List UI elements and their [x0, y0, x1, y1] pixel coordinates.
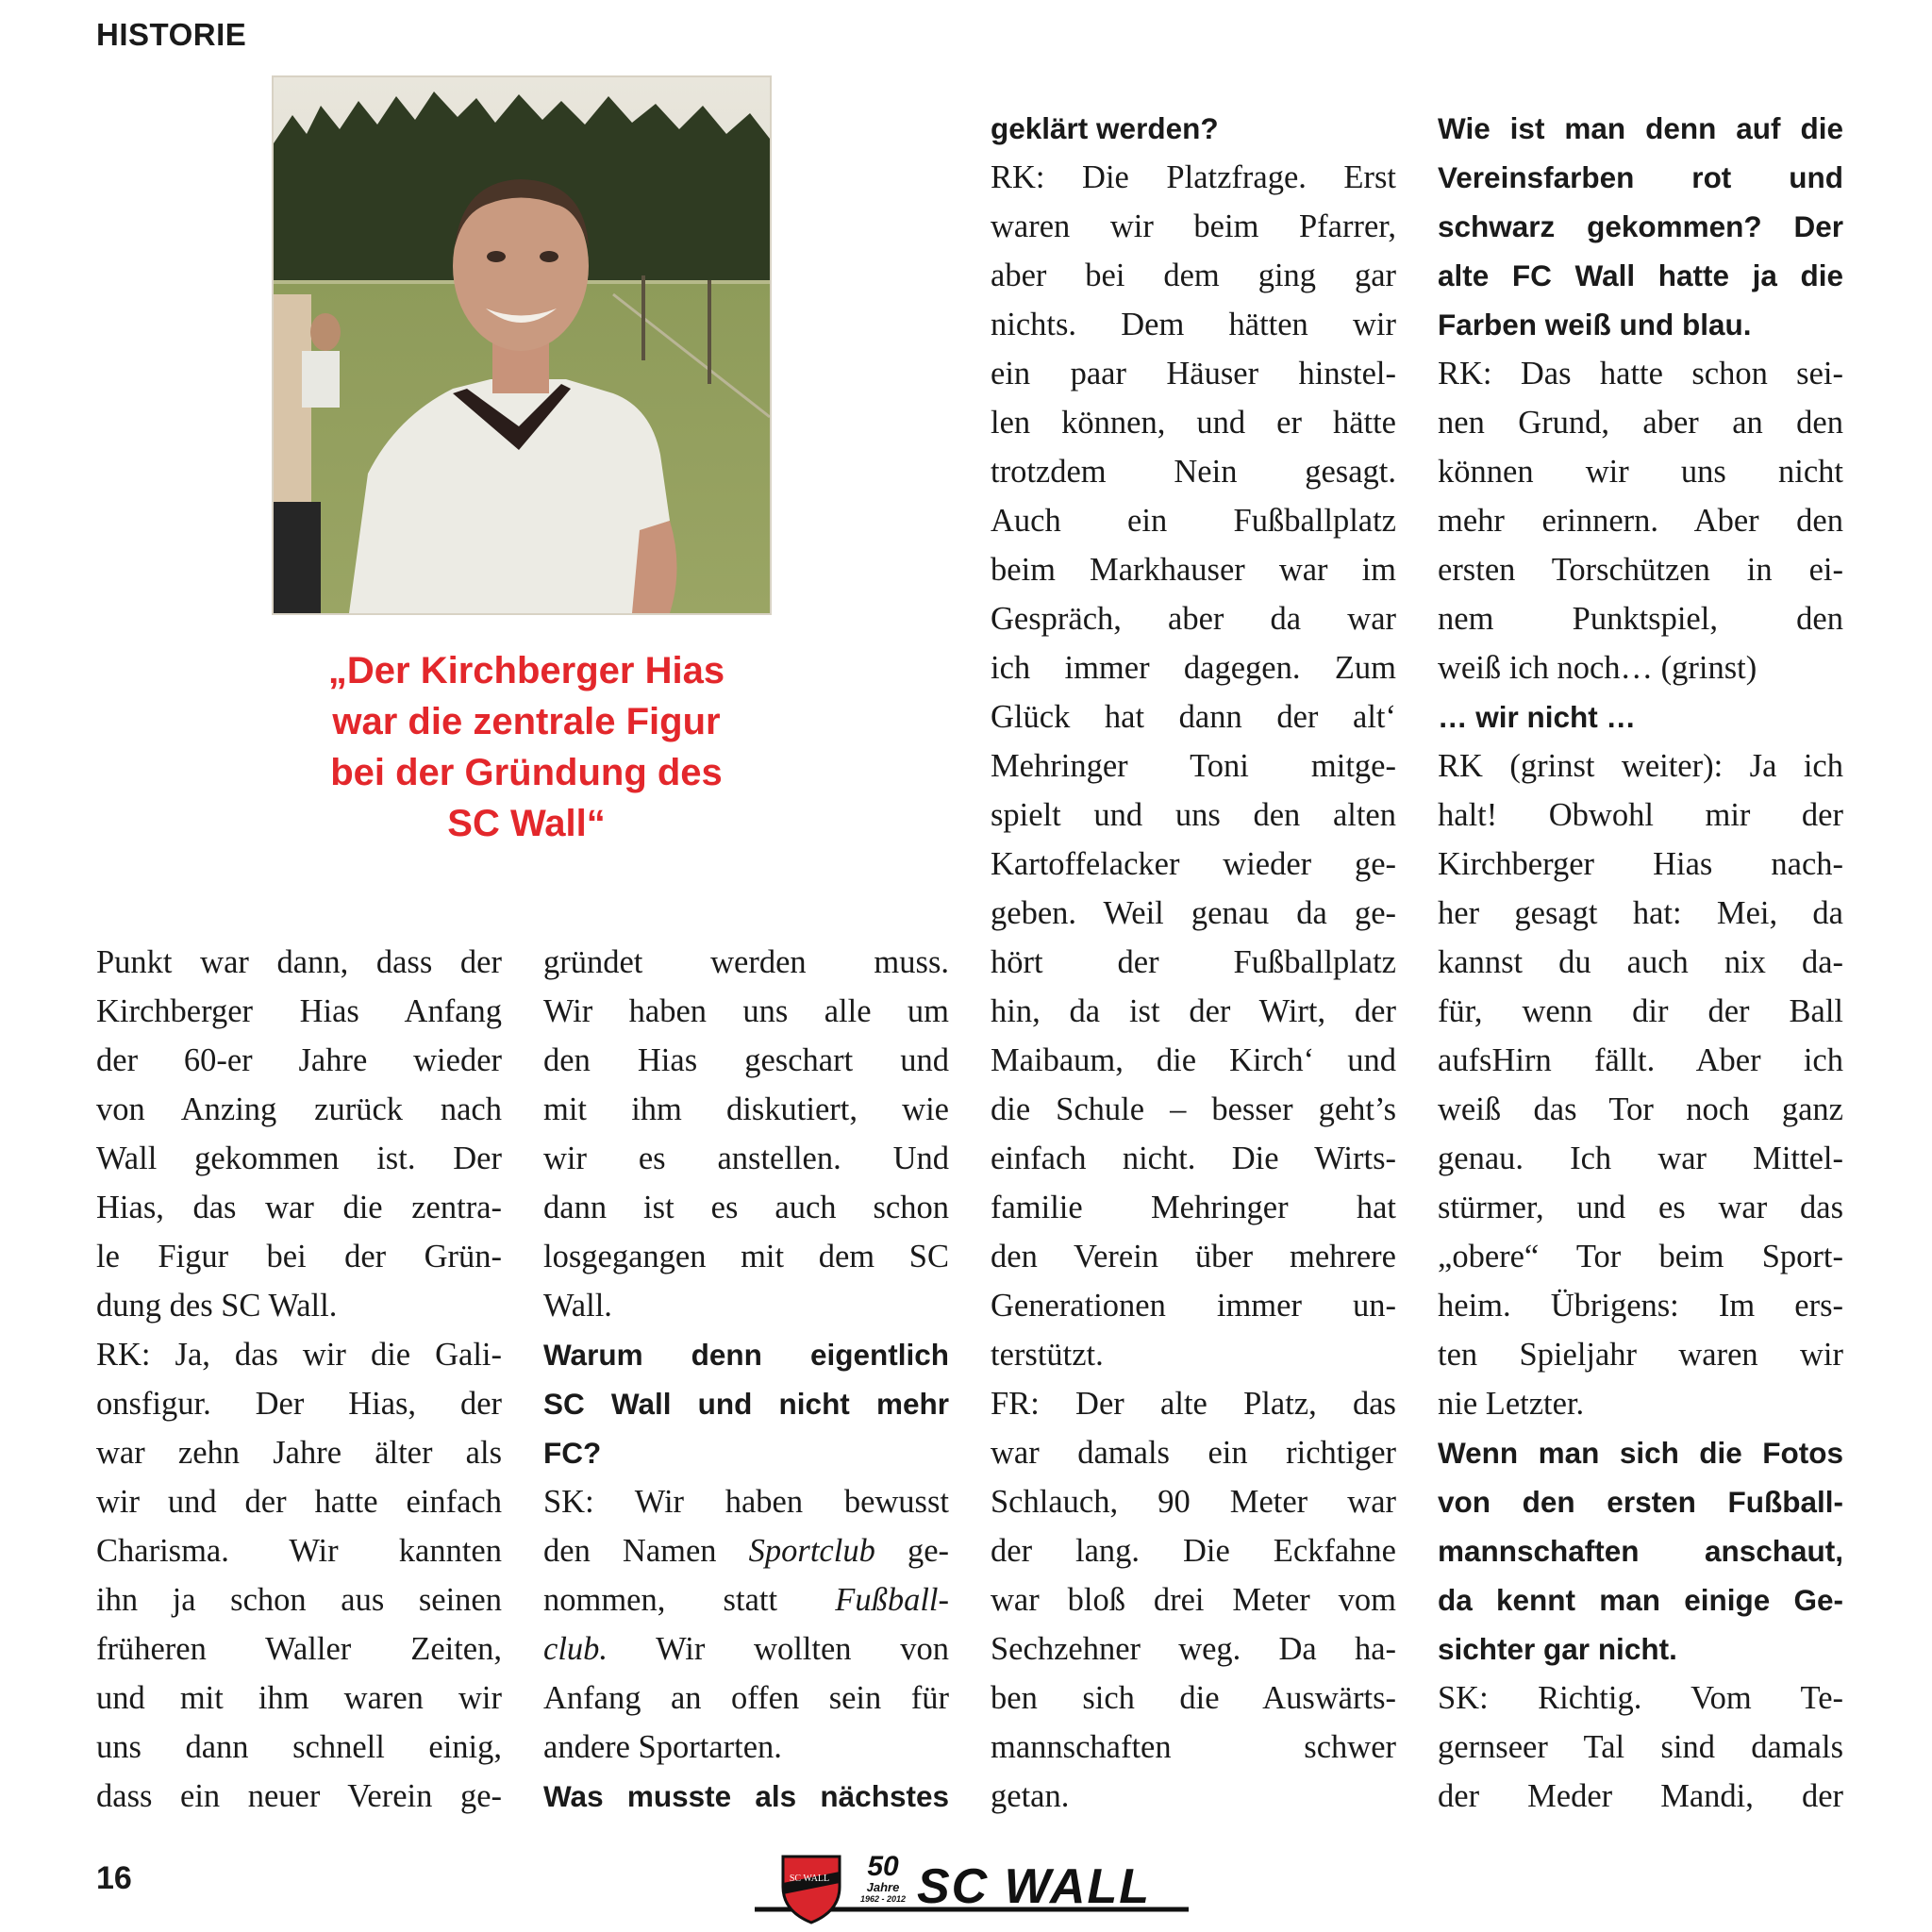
text-line: Wall gekommen ist. Der: [96, 1141, 502, 1176]
page-number: 16: [96, 1860, 132, 1896]
text-line: mehr erinnern. Aber den: [1438, 503, 1843, 539]
text-line: aber bei dem ging gar: [991, 258, 1396, 293]
text-line: genau. Ich war Mittel-: [1438, 1141, 1843, 1176]
text-line: den Verein über mehrere: [991, 1239, 1396, 1274]
paragraph: [96, 1330, 502, 1821]
text-line: SK: Richtig. Vom Te-: [1438, 1680, 1843, 1716]
text-line: [543, 1624, 949, 1674]
interview-question: [1438, 692, 1843, 741]
text-line: wir und der hatte einfach: [96, 1484, 502, 1520]
text-line: Kirchberger Hias nach-: [1438, 846, 1843, 882]
interview-question: [543, 1330, 949, 1477]
text-line: Generationen immer un-: [991, 1288, 1396, 1324]
article-column-3: [991, 104, 1396, 1821]
text-line: von den ersten Fußball-: [1438, 1485, 1843, 1519]
text-line: alte FC Wall hatte ja die: [1438, 258, 1843, 292]
text-line: trotzdem Nein gesagt.: [991, 454, 1396, 490]
text-line: Hias, das war die zentra-: [96, 1190, 502, 1225]
text-line: halt! Obwohl mir der: [1438, 797, 1843, 833]
text-line: die Schule – besser geht’s: [991, 1091, 1396, 1127]
paragraph: [543, 938, 949, 1330]
quote-line: „Der Kirchberger Hias: [327, 650, 725, 691]
text-line: Warum denn eigentlich: [543, 1338, 949, 1372]
text-line: „obere“ Tor beim Sport-: [1438, 1239, 1843, 1274]
text-line: Glück hat dann der alt‘: [991, 699, 1396, 735]
quote-line: war die zentrale Figur: [332, 701, 721, 742]
text-line: beim Markhauser war im: [991, 552, 1396, 588]
text-line: können wir uns nicht: [1438, 454, 1843, 490]
text-run: den Namen: [543, 1533, 717, 1569]
paragraph: [991, 1379, 1396, 1821]
text-line: Farben weiß und blau.: [1438, 308, 1752, 341]
text-line: war bloß drei Meter vom: [991, 1582, 1396, 1618]
text-line: stürmer, und es war das: [1438, 1190, 1843, 1225]
text-line: von Anzing zurück nach: [96, 1091, 502, 1127]
section-label: HISTORIE: [96, 17, 247, 52]
text-line: ihn ja schon aus seinen: [96, 1582, 502, 1618]
interview-question: [1438, 1428, 1843, 1674]
text-line: spielt und uns den alten: [991, 797, 1396, 833]
text-line: Wir haben uns alle um: [543, 993, 949, 1029]
text-line: Wie ist man denn auf die: [1438, 111, 1843, 145]
interview-question: [543, 1772, 949, 1821]
text-line: ich immer dagegen. Zum: [991, 650, 1396, 686]
text-line: da kennt man einige Ge-: [1438, 1583, 1843, 1617]
interview-question: [1438, 104, 1843, 349]
text-line: war damals ein richtiger: [991, 1435, 1396, 1471]
text-line: heim. Übrigens: Im ers-: [1438, 1288, 1843, 1324]
text-line: hört der Fußballplatz: [991, 944, 1396, 980]
text-line: waren wir beim Pfarrer,: [991, 208, 1396, 244]
text-line: sichter gar nicht.: [1438, 1632, 1677, 1666]
text-line: Kartoffelacker wieder ge-: [991, 846, 1396, 882]
text-line: [543, 1575, 949, 1624]
text-line: FC?: [543, 1436, 602, 1470]
text-line: FR: Der alte Platz, das: [991, 1386, 1396, 1422]
text-line: Sechzehner weg. Da ha-: [991, 1631, 1396, 1667]
text-line: hin, da ist der Wirt, der: [991, 993, 1396, 1029]
anniversary-mark: [853, 1853, 913, 1904]
text-line: kannst du auch nix da-: [1438, 944, 1843, 980]
anniversary-range: 1962 - 2012: [859, 1894, 907, 1904]
paragraph: [991, 153, 1396, 1379]
text-line: ten Spieljahr waren wir: [1438, 1337, 1843, 1373]
text-line: geben. Weil genau da ge-: [991, 895, 1396, 931]
text-line: früheren Waller Zeiten,: [96, 1631, 502, 1667]
text-line: Was musste als nächstes: [543, 1779, 949, 1813]
text-run: ge-: [907, 1533, 949, 1569]
text-line: SK: Wir haben bewusst: [543, 1484, 949, 1520]
text-line: RK (grinst weiter): Ja ich: [1438, 748, 1843, 784]
text-line: der lang. Die Eckfahne: [991, 1533, 1396, 1569]
pull-quote: [274, 645, 779, 849]
paragraph: [543, 1477, 949, 1772]
text-line: RK: Ja, das wir die Gali-: [96, 1337, 502, 1373]
text-line: Gespräch, aber da war: [991, 601, 1396, 637]
anniversary-number: 50: [867, 1851, 899, 1882]
article-column-1: [96, 938, 502, 1821]
text-line: SC Wall und nicht mehr: [543, 1387, 949, 1421]
text-line: mit ihm diskutiert, wie: [543, 1091, 949, 1127]
text-line: Wenn man sich die Fotos: [1438, 1436, 1843, 1470]
text-line: gründet werden muss.: [543, 944, 949, 980]
text-line: Auch ein Fußballplatz: [991, 503, 1396, 539]
anniversary-word: Jahre: [866, 1880, 900, 1894]
paragraph: [96, 938, 502, 1330]
text-line: Anfang an offen sein für: [543, 1680, 949, 1716]
text-line: terstützt.: [991, 1337, 1104, 1373]
text-line: losgegangen mit dem SC: [543, 1239, 949, 1274]
text-line: war zehn Jahre älter als: [96, 1435, 502, 1471]
text-line: le Figur bei der Grün-: [96, 1239, 502, 1274]
text-line: mannschaften schwer: [991, 1729, 1396, 1765]
italic-term: Fußball-: [835, 1582, 949, 1618]
text-line: der Meder Mandi, der: [1438, 1778, 1843, 1814]
text-line: Maibaum, die Kirch‘ und: [991, 1042, 1396, 1078]
text-line: für, wenn dir der Ball: [1438, 993, 1843, 1029]
paragraph: [1438, 349, 1843, 692]
paragraph: [1438, 1674, 1843, 1821]
text-run: Wir wollten von: [656, 1631, 949, 1667]
text-line: Kirchberger Hias Anfang: [96, 993, 502, 1029]
text-line: Schlauch, 90 Meter war: [991, 1484, 1396, 1520]
text-line: Punkt war dann, dass der: [96, 944, 502, 980]
article-column-2: [543, 938, 949, 1821]
crest-label: SC WALL: [789, 1874, 830, 1884]
text-line: Vereinsfarben rot und: [1438, 160, 1843, 194]
text-line: dung des SC Wall.: [96, 1288, 338, 1324]
text-line: schwarz gekommen? Der: [1438, 209, 1843, 243]
text-line: len können, und er hätte: [991, 405, 1396, 441]
text-line: ein paar Häuser hinstel-: [991, 356, 1396, 391]
text-run: nommen, statt: [543, 1582, 778, 1618]
text-line: uns dann schnell einig,: [96, 1729, 502, 1765]
quote-line: SC Wall“: [447, 803, 606, 844]
club-wordmark: SC WALL: [917, 1859, 1151, 1914]
italic-term: club.: [543, 1631, 608, 1667]
text-line: dass ein neuer Verein ge-: [96, 1778, 502, 1814]
text-line: mannschaften anschaut,: [1438, 1534, 1843, 1568]
text-line: weiß ich noch… (grinst): [1438, 650, 1757, 686]
text-line: her gesagt hat: Mei, da: [1438, 895, 1843, 931]
article-column-4: [1438, 104, 1843, 1821]
text-line: einfach nicht. Die Wirts-: [991, 1141, 1396, 1176]
text-line: nichts. Dem hätten wir: [991, 307, 1396, 342]
historic-photo: [274, 77, 770, 613]
text-line: nem Punktspiel, den: [1438, 601, 1843, 637]
text-line: nen Grund, aber an den: [1438, 405, 1843, 441]
text-line: Wall.: [543, 1288, 612, 1324]
text-line: Charisma. Wir kannten: [96, 1533, 502, 1569]
text-line: den Hias geschart und: [543, 1042, 949, 1078]
text-line: aufsHirn fällt. Aber ich: [1438, 1042, 1843, 1078]
text-line: nie Letzter.: [1438, 1386, 1585, 1422]
text-line: wir es anstellen. Und: [543, 1141, 949, 1176]
text-line: dann ist es auch schon: [543, 1190, 949, 1225]
text-line: getan.: [991, 1778, 1070, 1814]
footer-logo: [755, 1849, 1189, 1924]
text-line: onsfigur. Der Hias, der: [96, 1386, 502, 1422]
interview-question: [991, 104, 1396, 153]
text-line: Mehringer Toni mitge-: [991, 748, 1396, 784]
text-line: ben sich die Auswärts-: [991, 1680, 1396, 1716]
text-line: ersten Torschützen in ei-: [1438, 552, 1843, 588]
text-line: … wir nicht …: [1438, 700, 1637, 734]
text-line: geklärt werden?: [991, 111, 1219, 145]
text-line: RK: Die Platzfrage. Erst: [991, 159, 1396, 195]
text-line: familie Mehringer hat: [991, 1190, 1396, 1225]
text-line: und mit ihm waren wir: [96, 1680, 502, 1716]
quote-line: bei der Gründung des: [330, 752, 723, 793]
text-line: gernseer Tal sind damals: [1438, 1729, 1843, 1765]
text-line: andere Sportarten.: [543, 1729, 782, 1765]
italic-term: Sportclub: [748, 1533, 875, 1569]
text-line: der 60-er Jahre wieder: [96, 1042, 502, 1078]
text-line: weiß das Tor noch ganz: [1438, 1091, 1843, 1127]
paragraph: [1438, 741, 1843, 1428]
text-line: [543, 1526, 949, 1575]
text-line: RK: Das hatte schon sei-: [1438, 356, 1843, 391]
